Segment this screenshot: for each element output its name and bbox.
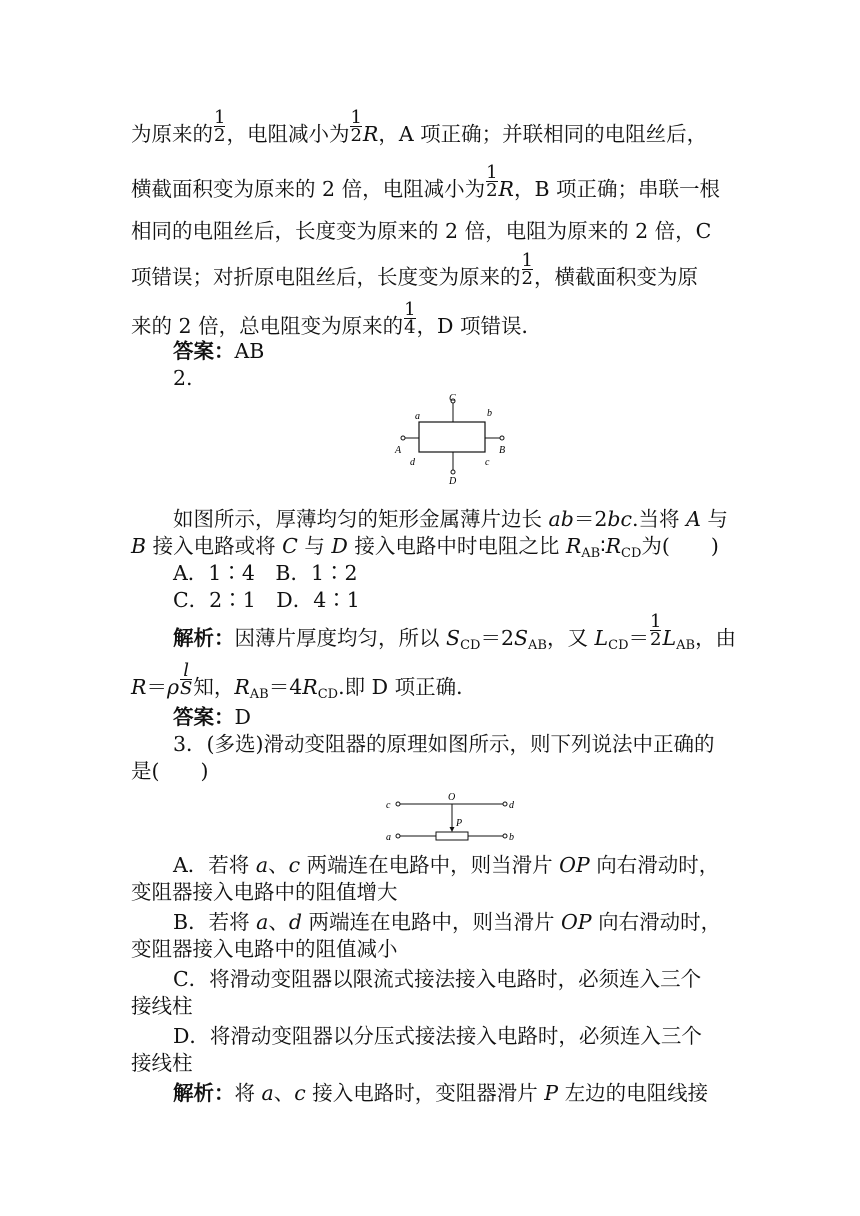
variable: c <box>294 1081 306 1105</box>
analysis-line-1 <box>173 613 860 653</box>
variable: R <box>498 177 514 201</box>
variable: R <box>605 534 622 558</box>
fraction: $\frac{1}{2}$ <box>214 107 226 146</box>
subscript: CD <box>317 687 339 702</box>
answer-label: 答案： <box>173 339 235 363</box>
variable: D <box>331 534 348 558</box>
text: 两端连在电路中，则当滑片 <box>301 910 561 934</box>
variable: R <box>131 675 147 699</box>
subscript: AB <box>581 546 601 561</box>
label-a: a <box>415 411 420 422</box>
text-line-2 <box>131 164 860 204</box>
text: ＝ <box>146 675 167 699</box>
text: ，B 项正确；串联一根 <box>513 177 721 201</box>
text: 向右滑动时， <box>589 853 720 877</box>
text: ＝ <box>628 626 650 650</box>
analysis-line-2 <box>131 662 860 702</box>
text-line-4 <box>131 252 860 292</box>
text: 是( ) <box>131 759 209 783</box>
text: 如图所示，厚薄均匀的矩形金属薄片边长 <box>173 507 549 531</box>
variable: ab <box>548 507 574 531</box>
variable: S <box>514 626 529 650</box>
text: 接入电路中时电阻之比 <box>347 534 566 558</box>
text: .即 D 项正确． <box>338 675 477 699</box>
fraction: $\frac{1}{2}$ <box>650 611 662 650</box>
text: 为原来的 <box>131 122 213 146</box>
variable: A <box>686 507 701 531</box>
label-d: d <box>509 800 514 811</box>
text: 与 <box>297 534 332 558</box>
text: ，又 <box>547 626 595 650</box>
fraction: $\frac{1}{2}$ <box>350 107 362 146</box>
text: 两端连在电路中，则当滑片 <box>300 853 560 877</box>
text: 为( ) <box>641 534 719 558</box>
text: 2. <box>173 366 193 390</box>
variable: a <box>256 910 269 934</box>
text: 横截面积变为原来的 2 倍，电阻减小为 <box>131 177 486 201</box>
label-C: C <box>449 393 456 404</box>
text: A．若将 <box>173 853 256 877</box>
subscript: CD <box>460 638 481 653</box>
subscript: CD <box>621 546 642 561</box>
question-number-2 <box>173 358 860 398</box>
text-line-1 <box>131 109 860 149</box>
analysis-label: 解析： <box>173 1081 235 1105</box>
variable: C <box>282 534 298 558</box>
text: 知， <box>193 675 235 699</box>
variable: P <box>544 1081 559 1105</box>
question-3-line-2 <box>131 751 860 791</box>
label-P: P <box>456 818 463 829</box>
variable: B <box>131 534 147 558</box>
text: ＝4 <box>268 675 303 699</box>
variable: R <box>302 675 318 699</box>
text: 项错误；对折原电阻丝后，长度变为原来的 <box>131 265 521 289</box>
text: 左边的电阻线接 <box>558 1081 709 1105</box>
variable: bc <box>607 507 633 531</box>
text: .当将 <box>632 507 687 531</box>
variable: R <box>565 534 582 558</box>
variable: c <box>288 853 301 877</box>
answer-value: D <box>234 705 251 729</box>
variable: S <box>446 626 461 650</box>
text: ，D 项错误． <box>416 314 542 338</box>
text: A．1∶4 B．1∶2 <box>173 561 358 585</box>
analysis-line-3 <box>173 1073 860 1113</box>
text: ＝2 <box>573 507 608 531</box>
fraction: $\frac{1}{2}$ <box>521 250 533 289</box>
variable: L <box>594 626 609 650</box>
text: ∶ <box>600 534 606 558</box>
label-c: c <box>386 800 391 811</box>
variable: a <box>255 853 269 877</box>
text: 3．(多选)滑动变阻器的原理如图所示，则下列说法中正确的 <box>173 732 715 756</box>
label-b: b <box>509 832 514 843</box>
label-B: B <box>499 445 506 456</box>
label-a: a <box>386 832 391 843</box>
text: 来的 2 倍，总电阻变为原来的 <box>131 314 404 338</box>
answer-value: AB <box>234 339 265 363</box>
text: 、 <box>268 853 289 877</box>
text: D．将滑动变阻器以分压式接法接入电路时，必须连入三个 <box>173 1024 702 1048</box>
label-A: A <box>395 445 402 456</box>
subscript: CD <box>608 638 629 653</box>
subscript: AB <box>528 638 547 653</box>
variable: d <box>288 910 302 934</box>
text: 变阻器接入电路中的阻值减小 <box>131 937 398 961</box>
text: ，横截面积变为原 <box>533 265 698 289</box>
text: 变阻器接入电路中的阻值增大 <box>131 880 398 904</box>
text: C．2∶1 D．4∶1 <box>173 588 360 612</box>
variable: R <box>362 122 379 146</box>
label-b: b <box>487 408 492 419</box>
text: 与 <box>700 507 728 531</box>
variable: R <box>234 675 250 699</box>
label-O: O <box>448 792 456 803</box>
label-d: d <box>410 457 415 468</box>
text: 相同的电阻丝后，长度变为原来的 2 倍，电阻为原来的 2 倍，C <box>131 219 712 243</box>
text: 接线柱 <box>131 1051 193 1075</box>
figure-metal-plate <box>393 392 515 486</box>
text: ，A 项正确；并联相同的电阻丝后， <box>378 122 708 146</box>
label-D: D <box>449 476 457 486</box>
text: ，由 <box>695 626 737 650</box>
text: ，电阻减小为 <box>226 122 350 146</box>
text: 接入电路时，变阻器滑片 <box>305 1081 545 1105</box>
text: 、 <box>268 910 289 934</box>
text: 将 <box>234 1081 262 1105</box>
answer-label: 答案： <box>173 705 235 729</box>
text: B．若将 <box>173 910 257 934</box>
text: 、 <box>273 1081 295 1105</box>
figure-sliding-rheostat <box>383 790 519 848</box>
fraction: $\frac{1}{4}$ <box>404 299 416 338</box>
variable: ρ <box>166 675 179 699</box>
subscript: AB <box>249 687 269 702</box>
analysis-label: 解析： <box>173 626 235 650</box>
fraction: $\frac{1}{2}$ <box>486 162 498 201</box>
text: 接线柱 <box>131 994 193 1018</box>
variable: L <box>662 626 677 650</box>
text: 向右滑动时， <box>591 910 722 934</box>
variable: OP <box>559 853 590 877</box>
label-c: c <box>485 457 490 468</box>
text: C．将滑动变阻器以限流式接法接入电路时，必须连入三个 <box>173 967 702 991</box>
text: 接入电路或将 <box>146 534 283 558</box>
variable: a <box>261 1081 274 1105</box>
text: 因薄片厚度均匀，所以 <box>234 626 447 650</box>
subscript: AB <box>676 638 696 653</box>
variable: OP <box>561 910 592 934</box>
fraction: $\frac{l}{S}$ <box>180 660 193 699</box>
text: ＝2 <box>480 626 514 650</box>
text-line-3 <box>131 211 860 251</box>
